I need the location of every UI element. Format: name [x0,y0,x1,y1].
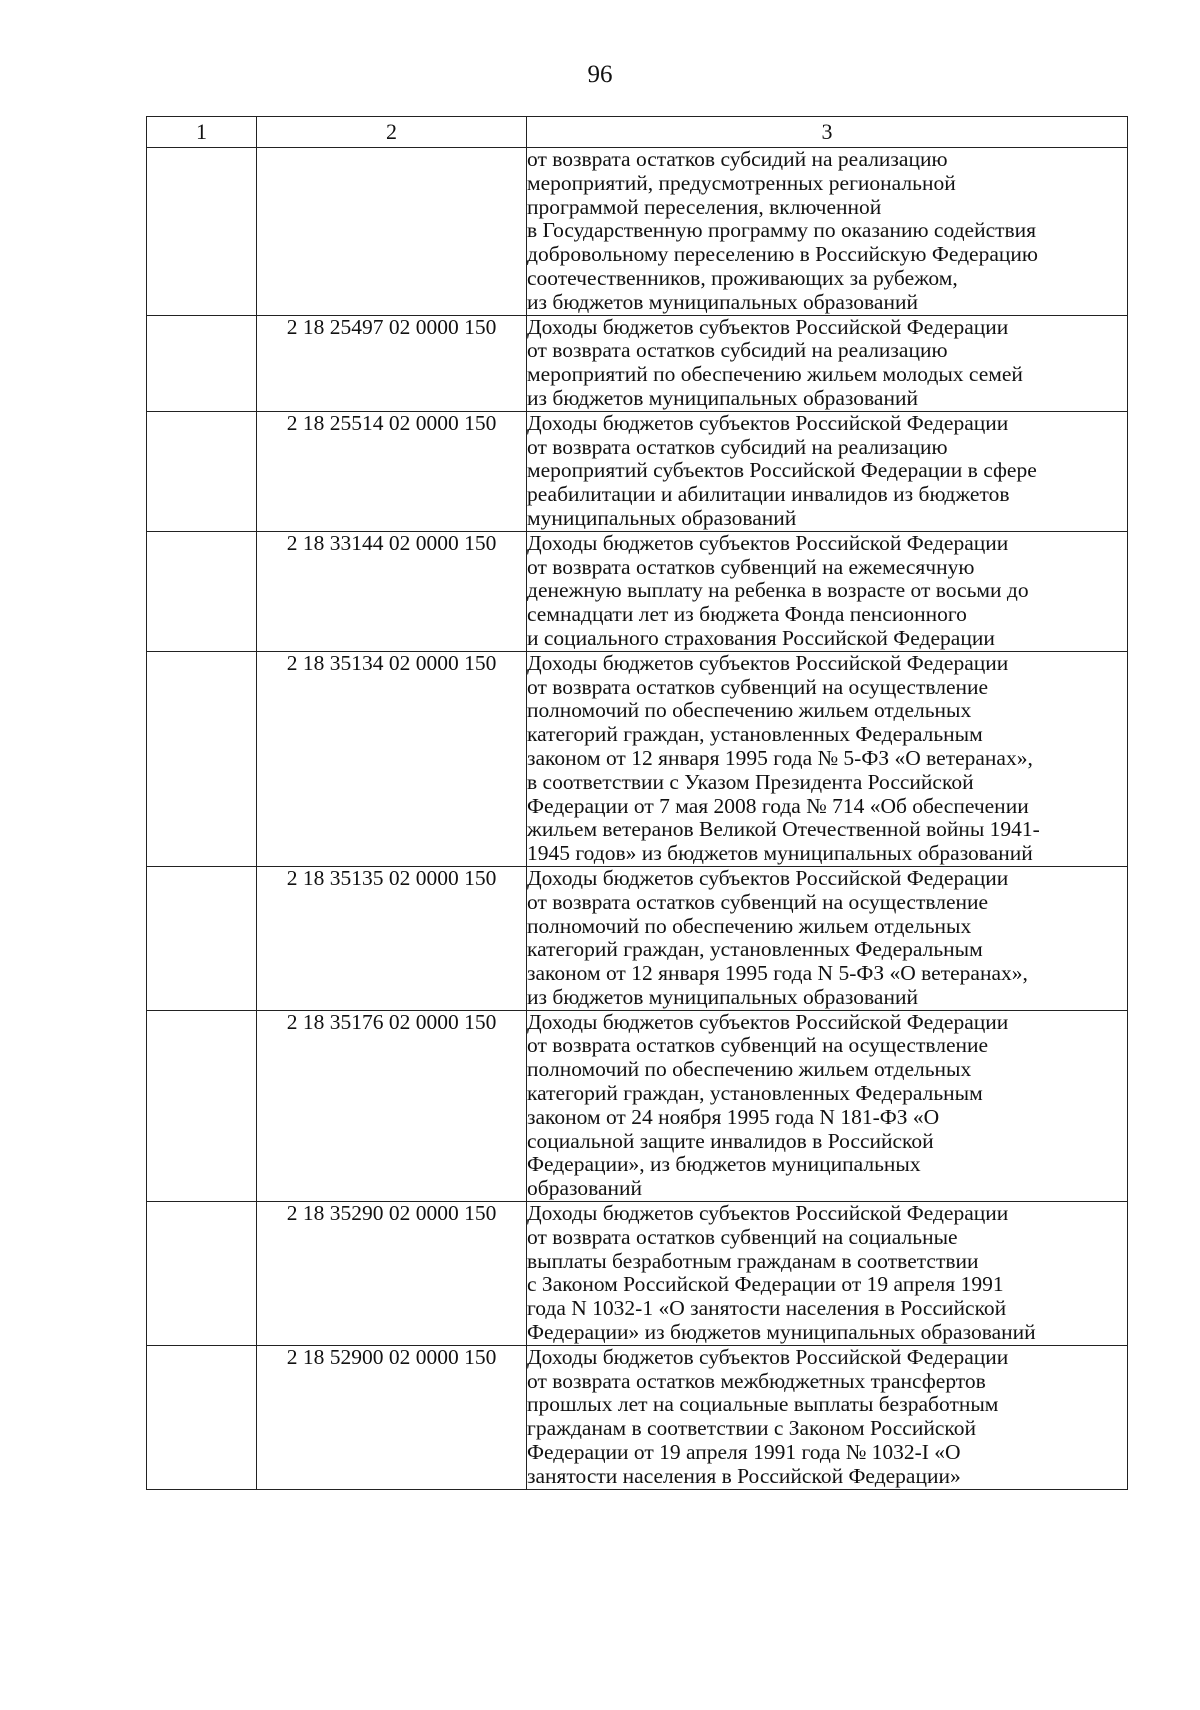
description-line: жильем ветеранов Великой Отечественной войны 1941- [527,817,1040,842]
description-line: категорий граждан, установленных Федеральным [527,937,983,962]
description-line: гражданам в соответствии с Законом Российской [527,1416,976,1441]
column-header-3: 3 [527,117,1128,148]
budget-code-cell: 2 18 35134 02 0000 150 [257,651,527,866]
description-line: законом от 12 января 1995 года N 5-ФЗ «О ветеранах», [527,961,1028,986]
description-cell [527,651,1128,866]
description-line: категорий граждан, установленных Федеральным [527,722,983,747]
budget-code-cell: 2 18 25514 02 0000 150 [257,411,527,531]
table-row [147,531,1128,651]
description-line: Федерации» из бюджетов муниципальных образований [527,1320,1036,1345]
description-line: мероприятий, предусмотренных региональной [527,170,956,195]
description-line: мероприятий по обеспечению жильем молодых семей [527,362,1023,387]
description-cell [527,148,1128,316]
description-line: Доходы бюджетов субъектов Российской Федерации [527,314,1009,339]
budget-code-cell [257,148,527,316]
description-line: Доходы бюджетов субъектов Российской Федерации [527,650,1009,675]
budget-code-cell: 2 18 35290 02 0000 150 [257,1202,527,1346]
row-number-cell [147,1010,257,1201]
description-line: законом от 12 января 1995 года № 5-ФЗ «О ветеранах», [527,745,1033,770]
description-line: от возврата остатков субвенций на осуществление [527,1033,989,1058]
description-cell [527,411,1128,531]
description-line: добровольному переселению в Российскую Федерацию [527,242,1038,267]
description-line: от возврата остатков субсидий на реализацию [527,434,948,459]
budget-codes-table [146,116,1128,1490]
budget-code-cell: 2 18 35176 02 0000 150 [257,1010,527,1201]
description-line: категорий граждан, установленных Федеральным [527,1081,983,1106]
budget-code-cell: 2 18 25497 02 0000 150 [257,315,527,411]
description-line: соотечественников, проживающих за рубежом, [527,265,958,290]
description-line: в соответствии с Указом Президента Российской [527,769,974,794]
description-line: от возврата остатков субвенций на социальные [527,1224,958,1249]
description-line: денежную выплату на ребенка в возрасте от восьми до [527,578,1029,603]
description-line: 1945 годов» из бюджетов муниципальных образований [527,841,1033,866]
description-line: социальной защите инвалидов в Российской [527,1128,934,1153]
description-line: из бюджетов муниципальных образований [527,984,918,1009]
description-line: Доходы бюджетов субъектов Российской Федерации [527,1344,1009,1369]
table-row [147,866,1128,1010]
budget-code-cell: 2 18 33144 02 0000 150 [257,531,527,651]
description-line: от возврата остатков межбюджетных трансфертов [527,1368,986,1393]
table-row [147,315,1128,411]
description-line: Федерации от 19 апреля 1991 года № 1032-I «О [527,1440,961,1465]
budget-code-cell: 2 18 35135 02 0000 150 [257,866,527,1010]
description-line: Доходы бюджетов субъектов Российской Федерации [527,1009,1009,1034]
description-line: от возврата остатков субвенций на осуществление [527,674,989,699]
description-line: занятости населения в Российской Федерации» [527,1463,961,1488]
row-number-cell [147,1202,257,1346]
table-row [147,148,1128,316]
description-line: с Законом Российской Федерации от 19 апреля 1991 [527,1272,1004,1297]
description-line: программой переселения, включенной [527,194,882,219]
description-line: от возврата остатков субсидий на реализацию [527,338,948,363]
description-line: муниципальных образований [527,505,797,530]
description-cell [527,1010,1128,1201]
description-line: полномочий по обеспечению жильем отдельных [527,1057,972,1082]
description-line: прошлых лет на социальные выплаты безработным [527,1392,999,1417]
row-number-cell [147,315,257,411]
table-row [147,411,1128,531]
description-line: мероприятий субъектов Российской Федерации в сфере [527,458,1037,483]
row-number-cell [147,866,257,1010]
description-line: в Государственную программу по оказанию содействия [527,218,1037,243]
description-line: и социального страхования Российской Федерации [527,625,995,650]
description-cell [527,531,1128,651]
row-number-cell [147,411,257,531]
description-line: из бюджетов муниципальных образований [527,289,918,314]
description-line: года N 1032-1 «О занятости населения в Российской [527,1296,1007,1321]
description-line: от возврата остатков субвенций на осуществление [527,889,989,914]
description-line: Федерации от 7 мая 2008 года № 714 «Об обеспечении [527,793,1029,818]
description-cell [527,866,1128,1010]
description-line: от возврата остатков субсидий на реализацию [527,147,948,171]
description-line: выплаты безработным гражданам в соответствии [527,1248,979,1273]
description-line: реабилитации и абилитации инвалидов из бюджетов [527,482,1010,507]
description-cell [527,1345,1128,1489]
budget-code-cell: 2 18 52900 02 0000 150 [257,1345,527,1489]
row-number-cell [147,1345,257,1489]
column-header-2: 2 [257,117,527,148]
description-line: Доходы бюджетов субъектов Российской Федерации [527,865,1009,890]
description-line: полномочий по обеспечению жильем отдельных [527,698,972,723]
page-number: 96 [587,61,613,88]
description-line: Доходы бюджетов субъектов Российской Федерации [527,1201,1009,1226]
row-number-cell [147,148,257,316]
description-line: Доходы бюджетов субъектов Российской Федерации [527,530,1009,555]
table-row [147,1202,1128,1346]
description-line: от возврата остатков субвенций на ежемесячную [527,554,975,579]
description-line: законом от 24 ноября 1995 года N 181-ФЗ «О [527,1104,940,1129]
description-line: полномочий по обеспечению жильем отдельных [527,913,972,938]
description-line: Доходы бюджетов субъектов Российской Федерации [527,410,1009,435]
description-line: образований [527,1176,643,1201]
table-row [147,1010,1128,1201]
row-number-cell [147,531,257,651]
description-cell [527,1202,1128,1346]
column-header-1: 1 [147,117,257,148]
table-row [147,1345,1128,1489]
row-number-cell [147,651,257,866]
description-cell [527,315,1128,411]
description-line: Федерации», из бюджетов муниципальных [527,1152,921,1177]
description-line: из бюджетов муниципальных образований [527,385,918,410]
table-row [147,651,1128,866]
table-body [147,148,1128,1490]
description-line: семнадцати лет из бюджета Фонда пенсионного [527,602,967,627]
table-header-row [147,117,1128,148]
